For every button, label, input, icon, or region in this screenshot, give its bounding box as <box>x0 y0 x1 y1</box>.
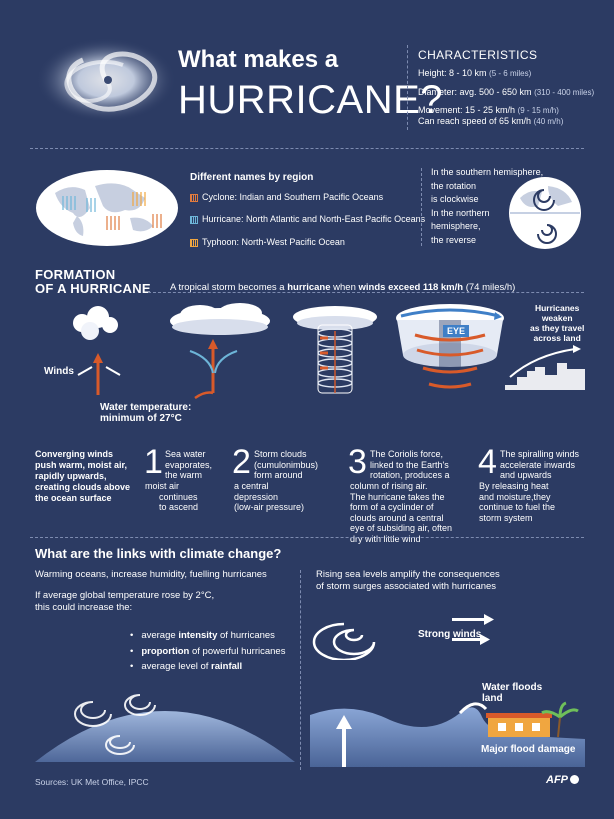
water-temp-1: Water temperature: <box>100 402 192 413</box>
strong-winds-label: Strong winds <box>418 629 482 640</box>
formation-intro-b1: hurricane <box>287 282 331 293</box>
rotation-north-2: hemisphere, <box>431 221 481 231</box>
step-2-line-2: (cumulonimbus) <box>254 459 319 470</box>
water-temp-2: minimum of 27°C <box>100 413 182 424</box>
step-4-line-5: and moisture,they <box>479 491 551 502</box>
stage-2-illustration <box>165 303 275 408</box>
step-3-line-8: eye of subsiding air, often <box>350 523 453 533</box>
water-floods-1: Water floods <box>482 682 543 693</box>
climate-cond-2: this could increase the: <box>35 602 133 613</box>
step-1-line-1: Sea water <box>165 449 206 459</box>
step-1-line-5: continues <box>159 491 198 502</box>
climate-divider <box>300 570 301 770</box>
char-movement <box>418 105 559 115</box>
region-item-cyclone <box>190 192 383 202</box>
char-diameter-label: Diameter: avg. 500 - 650 km <box>418 87 532 97</box>
steps-intro <box>35 449 130 504</box>
globe-rotation-icon <box>508 176 582 250</box>
step-3-line-9: dry with little wind <box>350 533 421 544</box>
step-3-line-3: rotation, produces a <box>370 470 450 480</box>
stage-3-illustration <box>290 303 380 408</box>
afp-text: AFP <box>546 774 568 786</box>
region-label-hurricane: Hurricane: North Atlantic and North-East Pacific Oceans <box>202 214 426 224</box>
step-3-line-6: form of a cyclinder of <box>350 502 434 512</box>
step-1-line-2: evaporates, <box>165 459 213 470</box>
step-2-number: 2 <box>232 443 251 481</box>
step-2-line-6: (low-air pressure) <box>234 502 305 512</box>
stage-1-illustration <box>60 305 140 405</box>
region-label-cyclone: Cyclone: Indian and Southern Pacific Oceans <box>202 192 384 202</box>
climate-right-text <box>316 569 500 593</box>
char-speed <box>418 116 563 126</box>
step-2-line-5: depression <box>234 491 279 502</box>
step-3-line-4: column of rising air. <box>350 481 428 491</box>
weaken-3: as they travel <box>530 323 585 333</box>
step-3-line-1: The Coriolis force, <box>370 449 444 459</box>
satellite-hurricane-image <box>28 30 178 130</box>
typhoon-swatch <box>190 239 198 247</box>
step-3-text-b <box>350 481 452 544</box>
bullet-proportion <box>130 644 285 660</box>
cyclone-swatch <box>190 194 198 202</box>
weaken-arrow-icon <box>505 345 585 390</box>
weaken-1: Hurricanes <box>534 303 580 313</box>
header-divider <box>407 45 408 130</box>
climate-bullets <box>130 628 285 675</box>
rotation-south-1: In the southern hemisphere, <box>431 167 544 177</box>
region-item-typhoon <box>190 237 345 247</box>
formation-intro <box>170 282 515 293</box>
step-2-text <box>254 449 318 481</box>
formation-intro-mid: when <box>330 282 359 293</box>
steps-intro-4: creating clouds above <box>35 482 131 492</box>
regions-divider <box>421 168 422 246</box>
char-height-label: Height: 8 - 10 km <box>418 68 487 78</box>
rotation-south-3: is clockwise <box>431 194 479 204</box>
step-4-line-6: continue to fuel the <box>479 502 556 512</box>
formation-heading <box>35 268 151 296</box>
regions-heading: Different names by region <box>190 172 314 183</box>
char-height-sub: (5 - 6 miles) <box>489 69 532 78</box>
step-1-number: 1 <box>144 443 163 481</box>
rotation-south-2: the rotation <box>431 180 477 191</box>
step-4-text-b <box>479 481 555 523</box>
strong-winds-swirl-icon <box>312 610 412 660</box>
step-3-text <box>370 449 450 481</box>
section-divider-2 <box>30 537 584 538</box>
char-speed-sub: (40 m/h) <box>533 117 564 126</box>
water-floods-label <box>482 682 542 704</box>
step-4-line-2: accelerate inwards <box>500 459 576 470</box>
region-item-hurricane <box>190 214 425 224</box>
bullet-intensity <box>130 628 285 644</box>
step-4-line-4: By releasing heat <box>479 481 549 491</box>
bullet-rainfall <box>130 659 285 675</box>
b1-post: of hurricanes <box>217 630 275 641</box>
step-1-line-3: the warm <box>165 470 203 480</box>
steps-intro-2: push warm, moist air, <box>35 460 128 470</box>
afp-dot-icon <box>570 775 579 784</box>
characteristics-heading: CHARACTERISTICS <box>418 48 538 62</box>
char-movement-sub: (9 - 15 m/h) <box>517 106 559 115</box>
rotation-north-1: In the northern <box>431 207 490 218</box>
step-3-line-7: clouds around a central <box>350 512 444 523</box>
step-1-text-b <box>145 481 198 513</box>
b1-pre: average <box>141 630 179 641</box>
char-diameter <box>418 87 594 97</box>
step-4-line-3: and upwards <box>500 470 552 480</box>
step-1-line-4: moist air <box>145 481 180 491</box>
char-speed-label: Can reach speed of 65 km/h <box>418 116 532 126</box>
steps-intro-5: the ocean surface <box>35 493 112 503</box>
step-2-line-3: form around <box>254 470 303 480</box>
weaken-2: weaken <box>541 313 573 323</box>
stage-4-illustration <box>395 300 505 408</box>
formation-intro-pre: A tropical storm becomes a <box>170 282 288 293</box>
section-divider-1 <box>30 148 584 149</box>
region-label-typhoon: Typhoon: North-West Pacific Ocean <box>202 237 345 247</box>
climate-right-1: Rising sea levels amplify the consequences <box>316 569 500 580</box>
weaken-label <box>530 303 584 343</box>
steps-intro-1: Converging winds <box>35 449 114 459</box>
title-line-2: HURRICANE? <box>178 78 444 122</box>
weaken-4: across land <box>533 333 581 343</box>
step-4-line-7: storm system <box>479 512 533 523</box>
storm-surge-illustration <box>310 695 585 767</box>
climate-cond-1: If average global temperature rose by 2°C, <box>35 590 215 601</box>
sources: Sources: UK Met Office, IPCC <box>35 777 149 787</box>
climate-right-2: of storm surges associated with hurricanes <box>316 581 497 592</box>
step-4-text <box>500 449 579 481</box>
char-movement-label: Movement: 15 - 25 km/h <box>418 105 516 115</box>
b2-post: of powerful hurricanes <box>189 645 286 657</box>
climate-left-intro: Warming oceans, increase humidity, fuelling hurricanes <box>35 569 267 580</box>
step-4-line-1: The spiralling winds <box>500 449 580 459</box>
step-2-line-4: a central <box>234 481 269 491</box>
step-2-text-b <box>234 481 304 513</box>
step-4-number: 4 <box>478 443 497 481</box>
formation-heading-1: FORMATION <box>35 267 116 282</box>
formation-intro-post: (74 miles/h) <box>463 282 516 293</box>
b2-bold: proportion <box>141 645 190 657</box>
water-floods-2: land <box>482 693 503 704</box>
step-3-number: 3 <box>348 443 367 481</box>
flood-damage-label: Major flood damage <box>481 744 576 755</box>
climate-heading: What are the links with climate change? <box>35 546 282 561</box>
afp-logo <box>546 774 579 786</box>
world-map-icon <box>35 168 180 248</box>
rotation-north-3: the reverse <box>431 234 477 245</box>
step-1-line-6: to ascend <box>159 502 199 512</box>
climate-condition <box>35 590 214 614</box>
b3-pre: average level of <box>141 661 212 672</box>
step-1-text <box>165 449 212 481</box>
steps-intro-3: rapidly upwards, <box>35 471 107 481</box>
hurricane-swatch <box>190 216 198 224</box>
step-3-line-2: linked to the Earth's <box>370 459 449 470</box>
step-2-line-1: Storm clouds <box>254 449 307 459</box>
b1-bold: intensity <box>178 630 218 641</box>
char-height <box>418 68 531 78</box>
title-line-1: What makes a <box>178 46 339 73</box>
formation-heading-2: OF A HURRICANE <box>35 281 151 296</box>
earth-hurricanes-illustration <box>35 680 295 762</box>
b3-bold: rainfall <box>211 661 243 672</box>
char-diameter-sub: (310 - 400 miles) <box>534 88 595 97</box>
eye-label: EYE <box>443 325 469 337</box>
winds-label: Winds <box>44 366 74 377</box>
formation-intro-b2: winds exceed 118 km/h <box>358 282 464 293</box>
step-3-line-5: The hurricane takes the <box>350 491 445 502</box>
